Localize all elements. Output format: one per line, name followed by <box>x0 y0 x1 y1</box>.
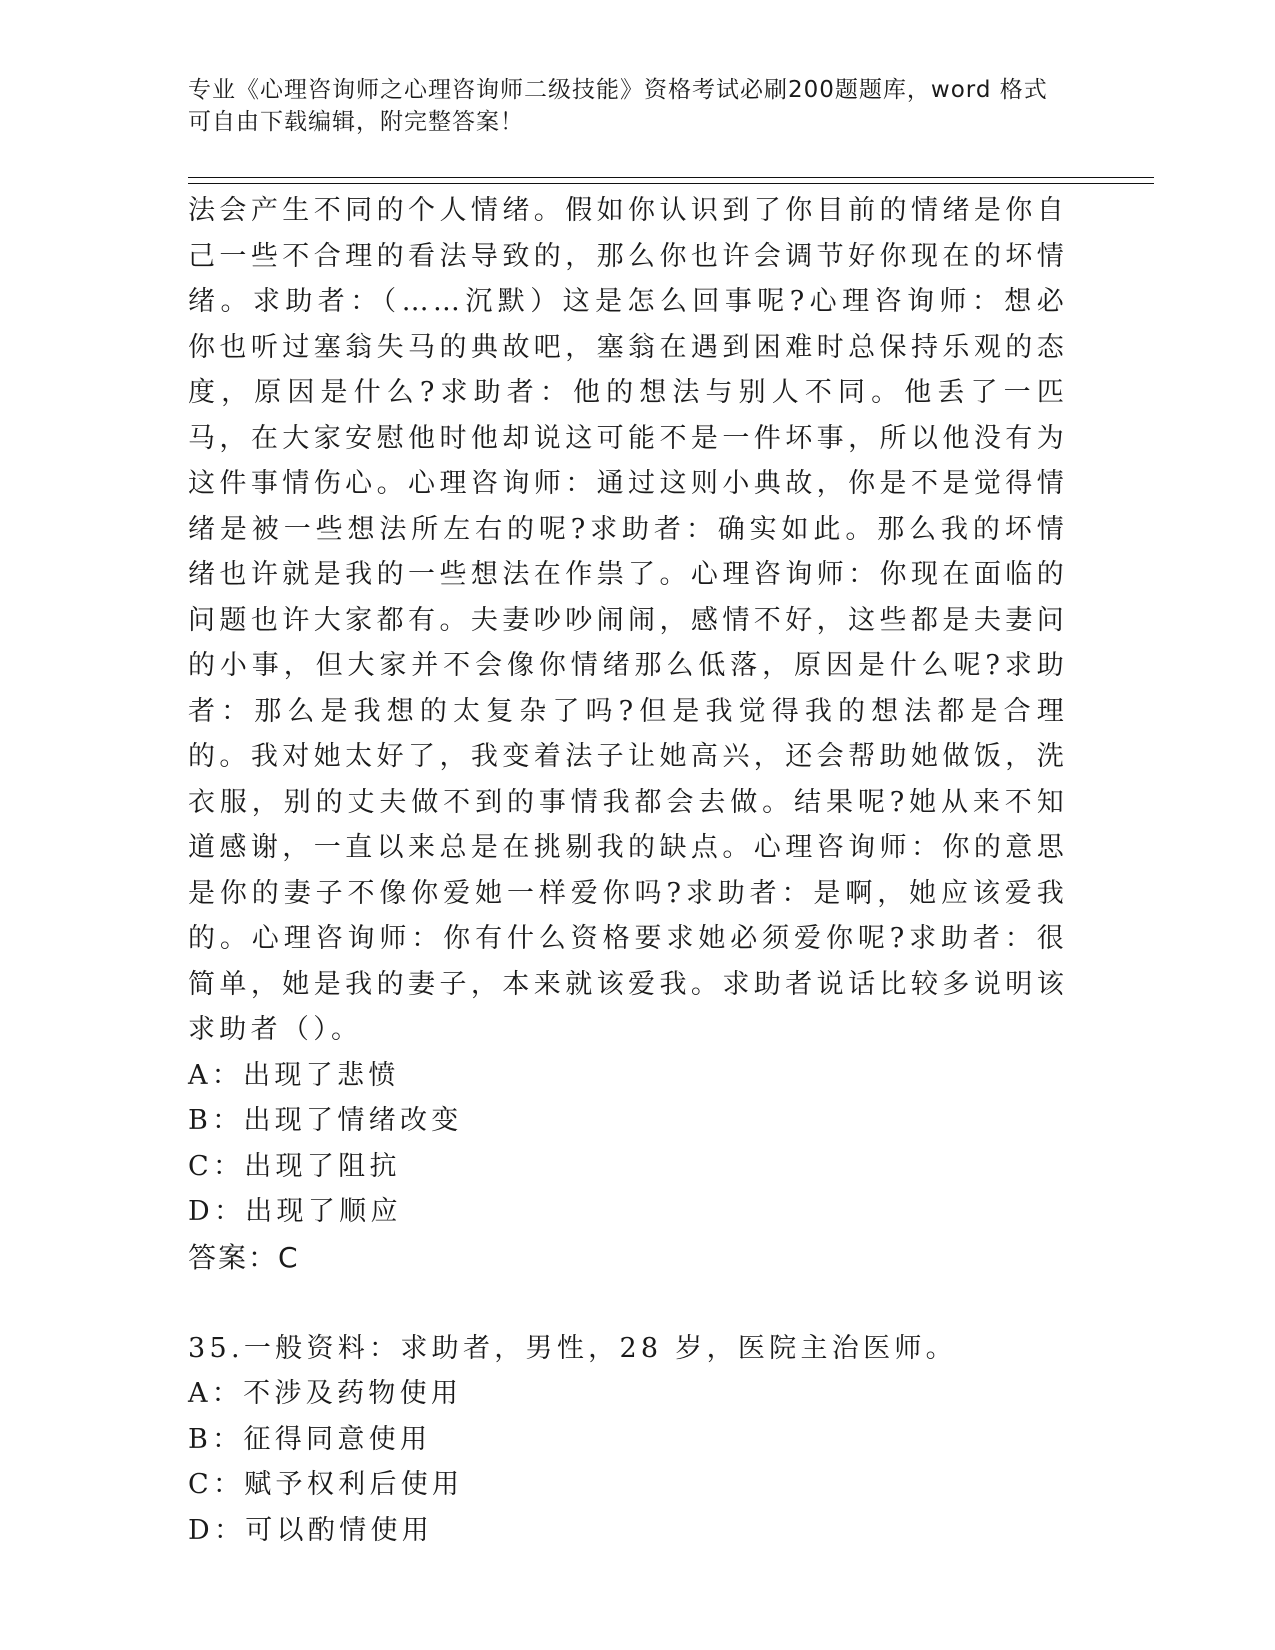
question-34-answer: 答案：C <box>188 1240 300 1274</box>
header-title-line-1: 专业《心理咨询师之心理咨询师二级技能》资格考试必刷200题题库，word 格式 <box>188 77 1048 103</box>
question-34-option-b: B：出现了情绪改变 <box>188 1105 463 1136</box>
question-35-option-d: D：可以酌情使用 <box>188 1514 434 1546</box>
question-34-option-a: A：出现了悲愤 <box>188 1059 400 1091</box>
header-divider-thick <box>188 177 1154 178</box>
question-35-stem: 35.一般资料：求助者，男性，28 岁，医院主治医师。 <box>188 1332 957 1364</box>
question-34-option-d: D：出现了顺应 <box>188 1196 402 1227</box>
question-35-option-c: C：赋予权利后使用 <box>188 1469 464 1500</box>
page-header <box>188 74 1088 138</box>
question-34-passage: 法会产生不同的个人情绪。假如你认识到了你目前的情绪是你自己一些不合理的看法导致的，那么你也许会调节好你现在的坏情绪。求助者：（……沉默）这是怎么回事呢?心理咨询师：想必你也听过塞翁失马的典故吧，塞翁在遇到困难时总保持乐观的态度，原因是什么?求助者：他的想法与别人不同。他丢了一匹马，在大家安慰他时他却说这可能不是一件坏事，所以他没有为这件事情伤心。心理咨询师：通过这则小典故，你是不是觉得情绪是被一些想法所左右的呢?求助者：确实如此。那么我的坏情绪也许就是我的一些想法在作祟了。心理咨询师：你现在面临的问题也许大家都有。夫妻吵吵闹闹，感情不好，这些都是夫妻问的小事，但大家并不会像你情绪那么低落，原因是什么呢?求助者：那么是我想的太复杂了吗?但是我觉得我的想法都是合理的。我对她太好了，我变着法子让她高兴，还会帮助她做饭，洗衣服，别的丈夫做不到的事情我都会去做。结果呢?她从来不知道感谢，一直以来总是在挑剔我的缺点。心理咨询师：你的意思是你的妻子不像你爱她一样爱你吗?求助者：是啊，她应该爱我的。心理咨询师：你有什么资格要求她必须爱你呢?求助者：很简单，她是我的妻子，本来就该爱我。求助者说话比较多说明该求助者（）。 <box>188 195 1068 1045</box>
question-35-option-a: A：不涉及药物使用 <box>188 1378 463 1409</box>
document-body <box>188 188 1068 1553</box>
question-spacer <box>188 1280 1068 1326</box>
header-divider-thin <box>188 183 1154 184</box>
question-35-option-b: B：征得同意使用 <box>188 1423 432 1455</box>
header-title-line-2: 可自由下载编辑，附完整答案！ <box>188 109 524 135</box>
question-34-option-c: C：出现了阻抗 <box>188 1150 401 1182</box>
